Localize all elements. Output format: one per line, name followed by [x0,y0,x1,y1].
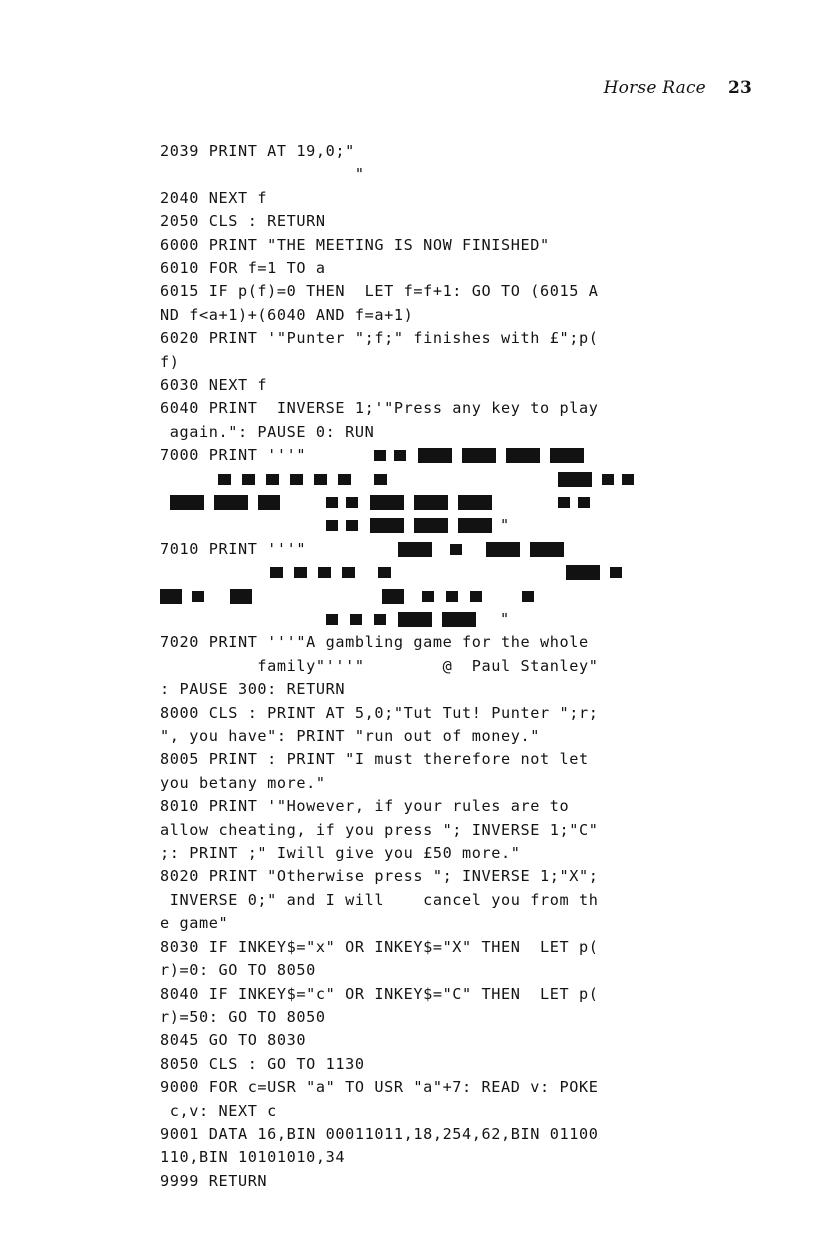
listing-line: INVERSE 0;" and I will cancel you from th [160,890,599,909]
block-graphic [558,497,570,508]
block-graphic [258,495,280,510]
block-graphic [458,495,492,510]
listing-line: ND f<a+1)+(6040 AND f=a+1) [160,305,414,324]
listing-line: 8000 CLS : PRINT AT 5,0;"Tut Tut! Punter ";r; [160,703,599,722]
block-graphic [346,497,358,508]
listing-line: family"'''" @ Paul Stanley" [160,656,599,675]
block-graphic [506,448,540,463]
block-graphic [622,474,634,485]
block-graphic [414,518,448,533]
listing-line [160,514,780,537]
listing-line: ", you have": PRINT "run out of money." [160,727,541,746]
listing-line [160,561,780,584]
listing-line: 6040 PRINT INVERSE 1;'"Press any key to play [160,399,599,418]
block-graphic [374,614,386,625]
block-graphic [398,612,432,627]
listing-line: e game" [160,914,229,933]
block-graphic [462,448,496,463]
block-graphic [530,542,564,557]
block-graphic [374,474,387,485]
listing-line: 9999 RETURN [160,1171,268,1190]
listing-line: you betany more." [160,773,326,792]
block-graphic [290,474,303,485]
block-graphic [558,472,592,487]
listing-line [160,491,780,514]
block-graphic [270,567,283,578]
block-graphic [218,474,231,485]
block-graphic [550,448,584,463]
block-graphic [230,589,252,604]
listing-line-text: " [500,516,510,535]
block-graphic [350,614,362,625]
block-graphic [610,567,622,578]
listing-line: 2040 NEXT f [160,188,268,207]
listing-line: " [160,165,365,184]
listing-line: 6015 IF p(f)=0 THEN LET f=f+1: GO TO (6015 A [160,282,599,301]
block-graphic [326,497,338,508]
listing-line: allow cheating, if you press "; INVERSE 1;"C" [160,820,599,839]
listing-line: 8045 GO TO 8030 [160,1031,307,1050]
listing-line: 6020 PRINT '"Punter ";f;" finishes with £";p( [160,329,599,348]
block-graphic [602,474,614,485]
block-graphic [374,450,386,461]
block-graphic [458,518,492,533]
block-graphic [326,614,338,625]
block-graphic [346,520,358,531]
chapter-title: Horse Race [603,78,706,98]
block-graphic [338,474,351,485]
block-graphic [318,567,331,578]
page-number: 23 [727,78,752,98]
listing-line: 8040 IF INKEY$="c" OR INKEY$="C" THEN LET p( [160,984,599,1003]
listing-line [160,538,780,561]
program-listing [160,140,780,1193]
listing-line [160,468,780,491]
block-graphic [382,589,404,604]
block-graphic [442,612,476,627]
listing-line: c,v: NEXT c [160,1101,277,1120]
block-graphic [242,474,255,485]
block-graphic [342,567,355,578]
listing-line [160,585,780,608]
listing-line [160,608,780,631]
block-graphic [326,520,338,531]
listing-line-text: 7000 PRINT '''" [160,446,307,465]
block-graphic [578,497,590,508]
listing-line: 8005 PRINT : PRINT "I must therefore not let [160,750,589,769]
listing-line: 8020 PRINT "Otherwise press "; INVERSE 1;"X"; [160,867,599,886]
block-graphic [446,591,458,602]
block-graphic [470,591,482,602]
listing-line-text: 7010 PRINT '''" [160,539,307,558]
block-graphic [418,448,452,463]
listing-line: 7020 PRINT '''"A gambling game for the whole [160,633,589,652]
listing-line: 6000 PRINT "THE MEETING IS NOW FINISHED" [160,235,550,254]
listing-line: ;: PRINT ;" Iwill give you £50 more." [160,844,521,863]
listing-line: : PAUSE 300: RETURN [160,680,346,699]
block-graphic [170,495,204,510]
block-graphic [422,591,434,602]
block-graphic [370,495,404,510]
listing-line: 2039 PRINT AT 19,0;" [160,142,355,160]
block-graphic [566,565,600,580]
block-graphic [522,591,534,602]
listing-line: 8010 PRINT '"However, if your rules are to [160,797,570,816]
listing-line: 110,BIN 10101010,34 [160,1148,346,1167]
block-graphic [294,567,307,578]
block-graphic [214,495,248,510]
listing-line: r)=0: GO TO 8050 [160,961,316,980]
block-graphic [160,589,182,604]
listing-line: r)=50: GO TO 8050 [160,1007,326,1026]
listing-line: f) [160,352,180,371]
block-graphic [394,450,406,461]
listing-line: 6010 FOR f=1 TO a [160,259,326,278]
listing-line: 2050 CLS : RETURN [160,212,326,231]
block-graphic [314,474,327,485]
listing-line [160,444,780,467]
block-graphic [414,495,448,510]
block-graphic [192,591,204,602]
listing-line: 8030 IF INKEY$="x" OR INKEY$="X" THEN LET p( [160,937,599,956]
page-header [604,78,752,98]
listing-line: 9001 DATA 16,BIN 00011011,18,254,62,BIN 01100 [160,1124,599,1143]
listing-line: again.": PAUSE 0: RUN [160,422,375,441]
block-graphic [398,542,432,557]
block-graphic [450,544,462,555]
listing-line: 6030 NEXT f [160,376,268,395]
listing-line: 9000 FOR c=USR "a" TO USR "a"+7: READ v: POKE [160,1078,599,1097]
listing-line: 8050 CLS : GO TO 1130 [160,1054,365,1073]
listing-line-text: " [500,610,510,629]
block-graphic [378,567,391,578]
block-graphic [370,518,404,533]
block-graphic [266,474,279,485]
block-graphic [486,542,520,557]
